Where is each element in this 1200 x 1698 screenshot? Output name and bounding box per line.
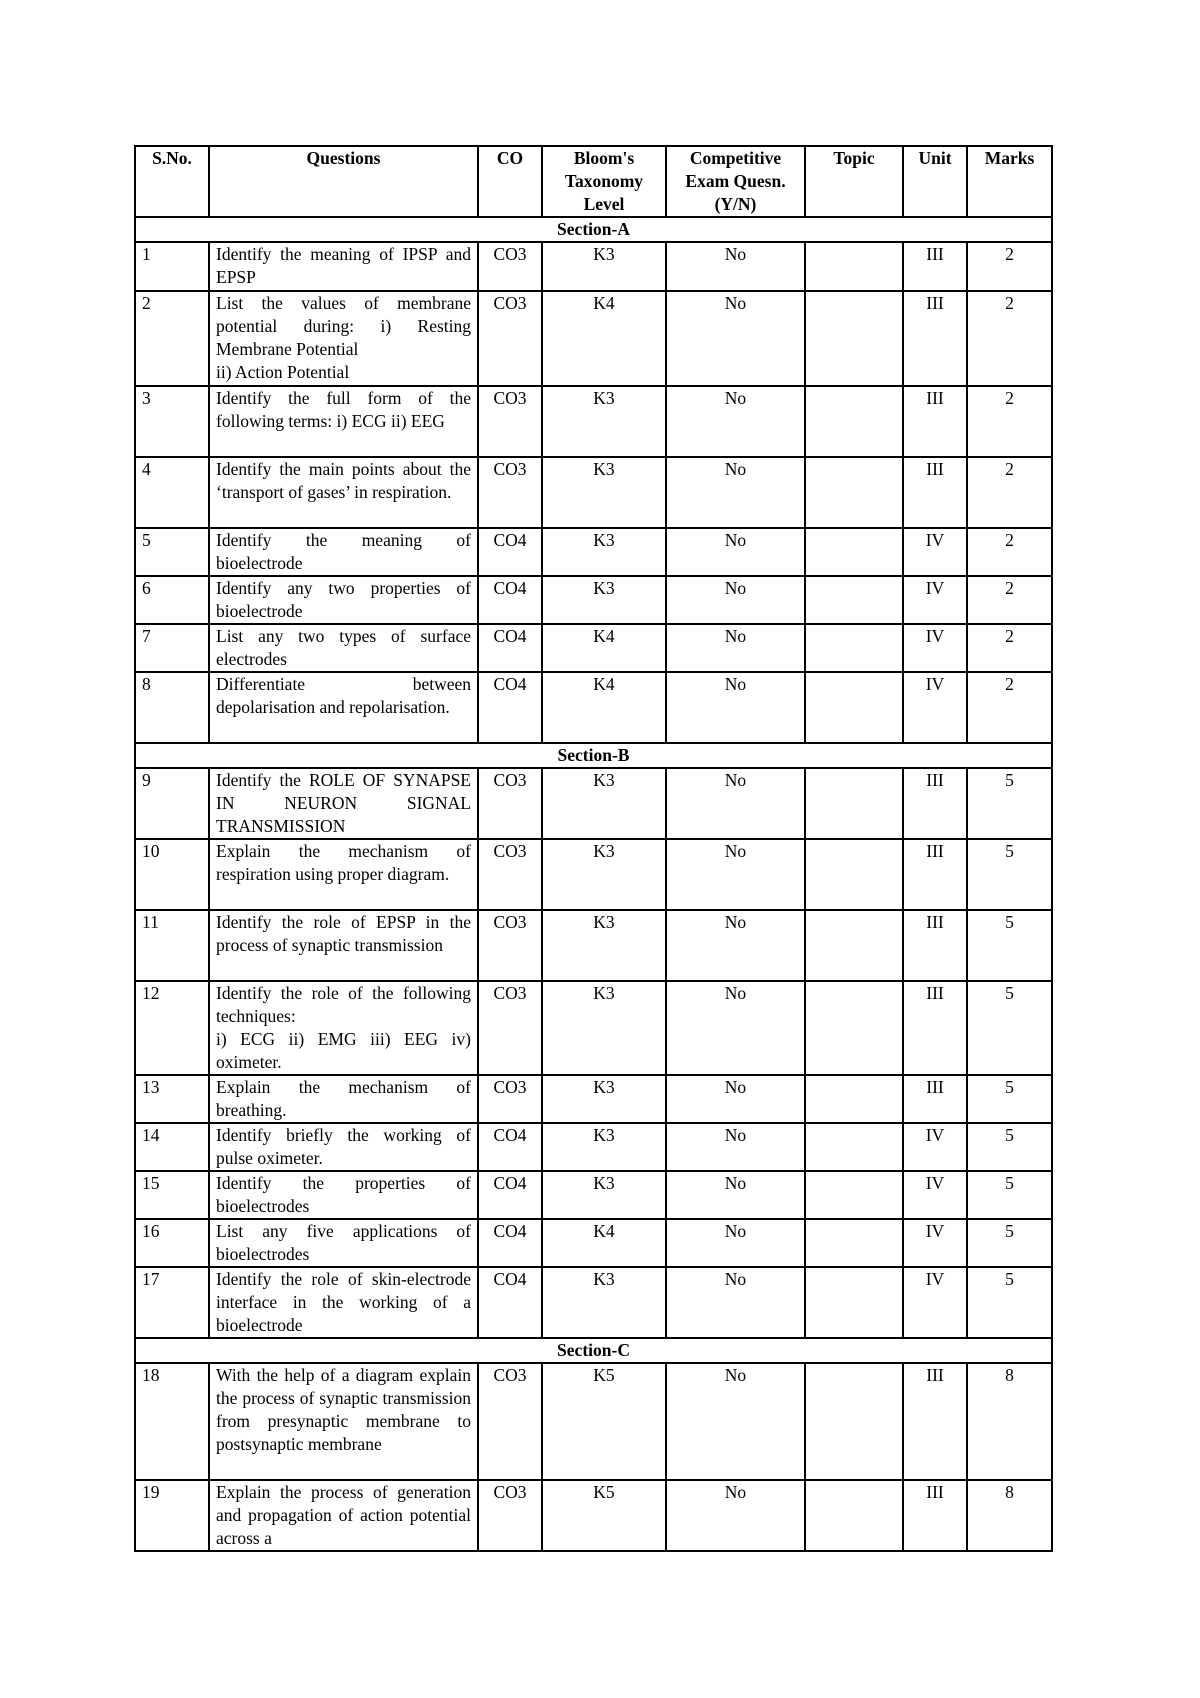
co-cell: CO3 [478,1480,542,1551]
question-cell: Identify the meaning of bioelectrode [209,528,478,576]
topic-cell [805,624,903,672]
competitive-exam-cell: No [666,1363,805,1480]
bloom-level-cell: K3 [542,1123,666,1171]
table-body [135,217,1052,1551]
topic-cell [805,768,903,839]
question-cell: Identify the main points about the ‘transport of gases’ in respiration. [209,457,478,528]
topic-cell [805,1480,903,1551]
header-unit: Unit [903,146,967,217]
unit-cell: IV [903,576,967,624]
question-cell: Differentiate between depolarisation and repolarisation. [209,672,478,743]
topic-cell [805,839,903,910]
competitive-exam-cell: No [666,672,805,743]
question-cell: Identify the ROLE OF SYNAPSE IN NEURON SIGNAL TRANSMISSION [209,768,478,839]
table-row [135,981,1052,1075]
co-cell: CO4 [478,1123,542,1171]
unit-cell: IV [903,624,967,672]
sno-cell: 2 [135,291,209,386]
marks-cell: 2 [967,624,1052,672]
marks-cell: 2 [967,242,1052,291]
marks-cell: 8 [967,1363,1052,1480]
bloom-level-cell: K5 [542,1480,666,1551]
question-cell: Identify the role of the following techniques: i) ECG ii) EMG iii) EEG iv) oximeter. [209,981,478,1075]
table-row [135,768,1052,839]
header-co: CO [478,146,542,217]
co-cell: CO4 [478,672,542,743]
marks-cell: 5 [967,1171,1052,1219]
header-questions: Questions [209,146,478,217]
topic-cell [805,1219,903,1267]
question-bank-table [134,145,1053,1552]
table-row [135,386,1052,457]
question-cell: Identify briefly the working of pulse oximeter. [209,1123,478,1171]
unit-cell: IV [903,1219,967,1267]
table-row [135,1219,1052,1267]
topic-cell [805,1363,903,1480]
competitive-exam-cell: No [666,910,805,981]
marks-cell: 5 [967,1075,1052,1123]
question-cell: List the values of membrane potential during: i) Resting Membrane Potential ii) Action Potential [209,291,478,386]
table-row [135,1267,1052,1338]
marks-cell: 5 [967,1123,1052,1171]
competitive-exam-cell: No [666,1123,805,1171]
co-cell: CO3 [478,768,542,839]
question-cell: Identify the role of EPSP in the process of synaptic transmission [209,910,478,981]
co-cell: CO4 [478,624,542,672]
sno-cell: 1 [135,242,209,291]
bloom-level-cell: K3 [542,1267,666,1338]
bloom-level-cell: K4 [542,672,666,743]
sno-cell: 4 [135,457,209,528]
question-cell: List any two types of surface electrodes [209,624,478,672]
unit-cell: IV [903,528,967,576]
bloom-level-cell: K3 [542,242,666,291]
marks-cell: 5 [967,1219,1052,1267]
marks-cell: 5 [967,1267,1052,1338]
table-row [135,1123,1052,1171]
section-header-row [135,743,1052,768]
question-cell: Identify the full form of the following terms: i) ECG ii) EEG [209,386,478,457]
bloom-level-cell: K3 [542,910,666,981]
co-cell: CO3 [478,839,542,910]
competitive-exam-cell: No [666,1171,805,1219]
competitive-exam-cell: No [666,291,805,386]
sno-cell: 15 [135,1171,209,1219]
co-cell: CO4 [478,1267,542,1338]
competitive-exam-cell: No [666,768,805,839]
marks-cell: 5 [967,839,1052,910]
header-row [135,146,1052,217]
table-row [135,1171,1052,1219]
unit-cell: IV [903,672,967,743]
topic-cell [805,1075,903,1123]
sno-cell: 14 [135,1123,209,1171]
unit-cell: III [903,1480,967,1551]
topic-cell [805,457,903,528]
bloom-level-cell: K4 [542,291,666,386]
marks-cell: 2 [967,672,1052,743]
table-row [135,624,1052,672]
bloom-level-cell: K3 [542,386,666,457]
unit-cell: III [903,1363,967,1480]
competitive-exam-cell: No [666,1219,805,1267]
competitive-exam-cell: No [666,1480,805,1551]
unit-cell: III [903,981,967,1075]
competitive-exam-cell: No [666,1075,805,1123]
header-competitive-exam: Competitive Exam Quesn. (Y/N) [666,146,805,217]
topic-cell [805,910,903,981]
question-cell: Explain the process of generation and propagation of action potential across a [209,1480,478,1551]
competitive-exam-cell: No [666,528,805,576]
header-marks: Marks [967,146,1052,217]
table-row [135,672,1052,743]
marks-cell: 2 [967,576,1052,624]
sno-cell: 12 [135,981,209,1075]
topic-cell [805,981,903,1075]
table-row [135,291,1052,386]
question-cell: Identify the properties of bioelectrodes [209,1171,478,1219]
unit-cell: III [903,1075,967,1123]
competitive-exam-cell: No [666,624,805,672]
bloom-level-cell: K3 [542,457,666,528]
topic-cell [805,576,903,624]
topic-cell [805,291,903,386]
table-row [135,1363,1052,1480]
topic-cell [805,1267,903,1338]
marks-cell: 5 [967,768,1052,839]
question-cell: List any five applications of bioelectrodes [209,1219,478,1267]
unit-cell: IV [903,1123,967,1171]
topic-cell [805,1171,903,1219]
table-row [135,839,1052,910]
co-cell: CO3 [478,386,542,457]
table-row [135,576,1052,624]
co-cell: CO3 [478,981,542,1075]
sno-cell: 9 [135,768,209,839]
sno-cell: 7 [135,624,209,672]
table-row [135,457,1052,528]
sno-cell: 8 [135,672,209,743]
table-row [135,910,1052,981]
co-cell: CO3 [478,910,542,981]
sno-cell: 5 [135,528,209,576]
question-cell: Explain the mechanism of respiration using proper diagram. [209,839,478,910]
bloom-level-cell: K3 [542,1171,666,1219]
competitive-exam-cell: No [666,1267,805,1338]
marks-cell: 8 [967,1480,1052,1551]
unit-cell: III [903,457,967,528]
section-title: Section-B [135,743,1052,768]
sno-cell: 3 [135,386,209,457]
topic-cell [805,672,903,743]
competitive-exam-cell: No [666,576,805,624]
bloom-level-cell: K4 [542,624,666,672]
section-header-row [135,217,1052,242]
section-header-row [135,1338,1052,1363]
co-cell: CO3 [478,242,542,291]
unit-cell: III [903,386,967,457]
unit-cell: III [903,839,967,910]
bloom-level-cell: K3 [542,1075,666,1123]
bloom-level-cell: K5 [542,1363,666,1480]
table-row [135,1075,1052,1123]
marks-cell: 5 [967,910,1052,981]
table-row [135,242,1052,291]
sno-cell: 11 [135,910,209,981]
bloom-level-cell: K3 [542,839,666,910]
competitive-exam-cell: No [666,386,805,457]
bloom-level-cell: K3 [542,576,666,624]
question-cell: Identify the meaning of IPSP and EPSP [209,242,478,291]
co-cell: CO4 [478,528,542,576]
unit-cell: III [903,910,967,981]
sno-cell: 10 [135,839,209,910]
competitive-exam-cell: No [666,457,805,528]
sno-cell: 16 [135,1219,209,1267]
question-cell: Identify the role of skin-electrode interface in the working of a bioelectrode [209,1267,478,1338]
topic-cell [805,1123,903,1171]
competitive-exam-cell: No [666,242,805,291]
competitive-exam-cell: No [666,839,805,910]
table-row [135,1480,1052,1551]
marks-cell: 5 [967,981,1052,1075]
co-cell: CO3 [478,1075,542,1123]
sno-cell: 6 [135,576,209,624]
header-blooms-level: Bloom's Taxonomy Level [542,146,666,217]
sno-cell: 13 [135,1075,209,1123]
bloom-level-cell: K3 [542,981,666,1075]
co-cell: CO3 [478,291,542,386]
section-title: Section-A [135,217,1052,242]
unit-cell: IV [903,1171,967,1219]
unit-cell: III [903,291,967,386]
topic-cell [805,386,903,457]
unit-cell: III [903,242,967,291]
marks-cell: 2 [967,457,1052,528]
competitive-exam-cell: No [666,981,805,1075]
sno-cell: 17 [135,1267,209,1338]
header-sno: S.No. [135,146,209,217]
co-cell: CO4 [478,1219,542,1267]
bloom-level-cell: K3 [542,528,666,576]
co-cell: CO3 [478,457,542,528]
co-cell: CO3 [478,1363,542,1480]
marks-cell: 2 [967,291,1052,386]
bloom-level-cell: K3 [542,768,666,839]
question-cell: Explain the mechanism of breathing. [209,1075,478,1123]
marks-cell: 2 [967,528,1052,576]
topic-cell [805,242,903,291]
topic-cell [805,528,903,576]
header-topic: Topic [805,146,903,217]
section-title: Section-C [135,1338,1052,1363]
unit-cell: IV [903,1267,967,1338]
question-cell: Identify any two properties of bioelectrode [209,576,478,624]
co-cell: CO4 [478,1171,542,1219]
question-cell: With the help of a diagram explain the process of synaptic transmission from presynaptic membrane to postsynaptic membrane [209,1363,478,1480]
marks-cell: 2 [967,386,1052,457]
sno-cell: 18 [135,1363,209,1480]
sno-cell: 19 [135,1480,209,1551]
unit-cell: III [903,768,967,839]
bloom-level-cell: K4 [542,1219,666,1267]
table-row [135,528,1052,576]
co-cell: CO4 [478,576,542,624]
